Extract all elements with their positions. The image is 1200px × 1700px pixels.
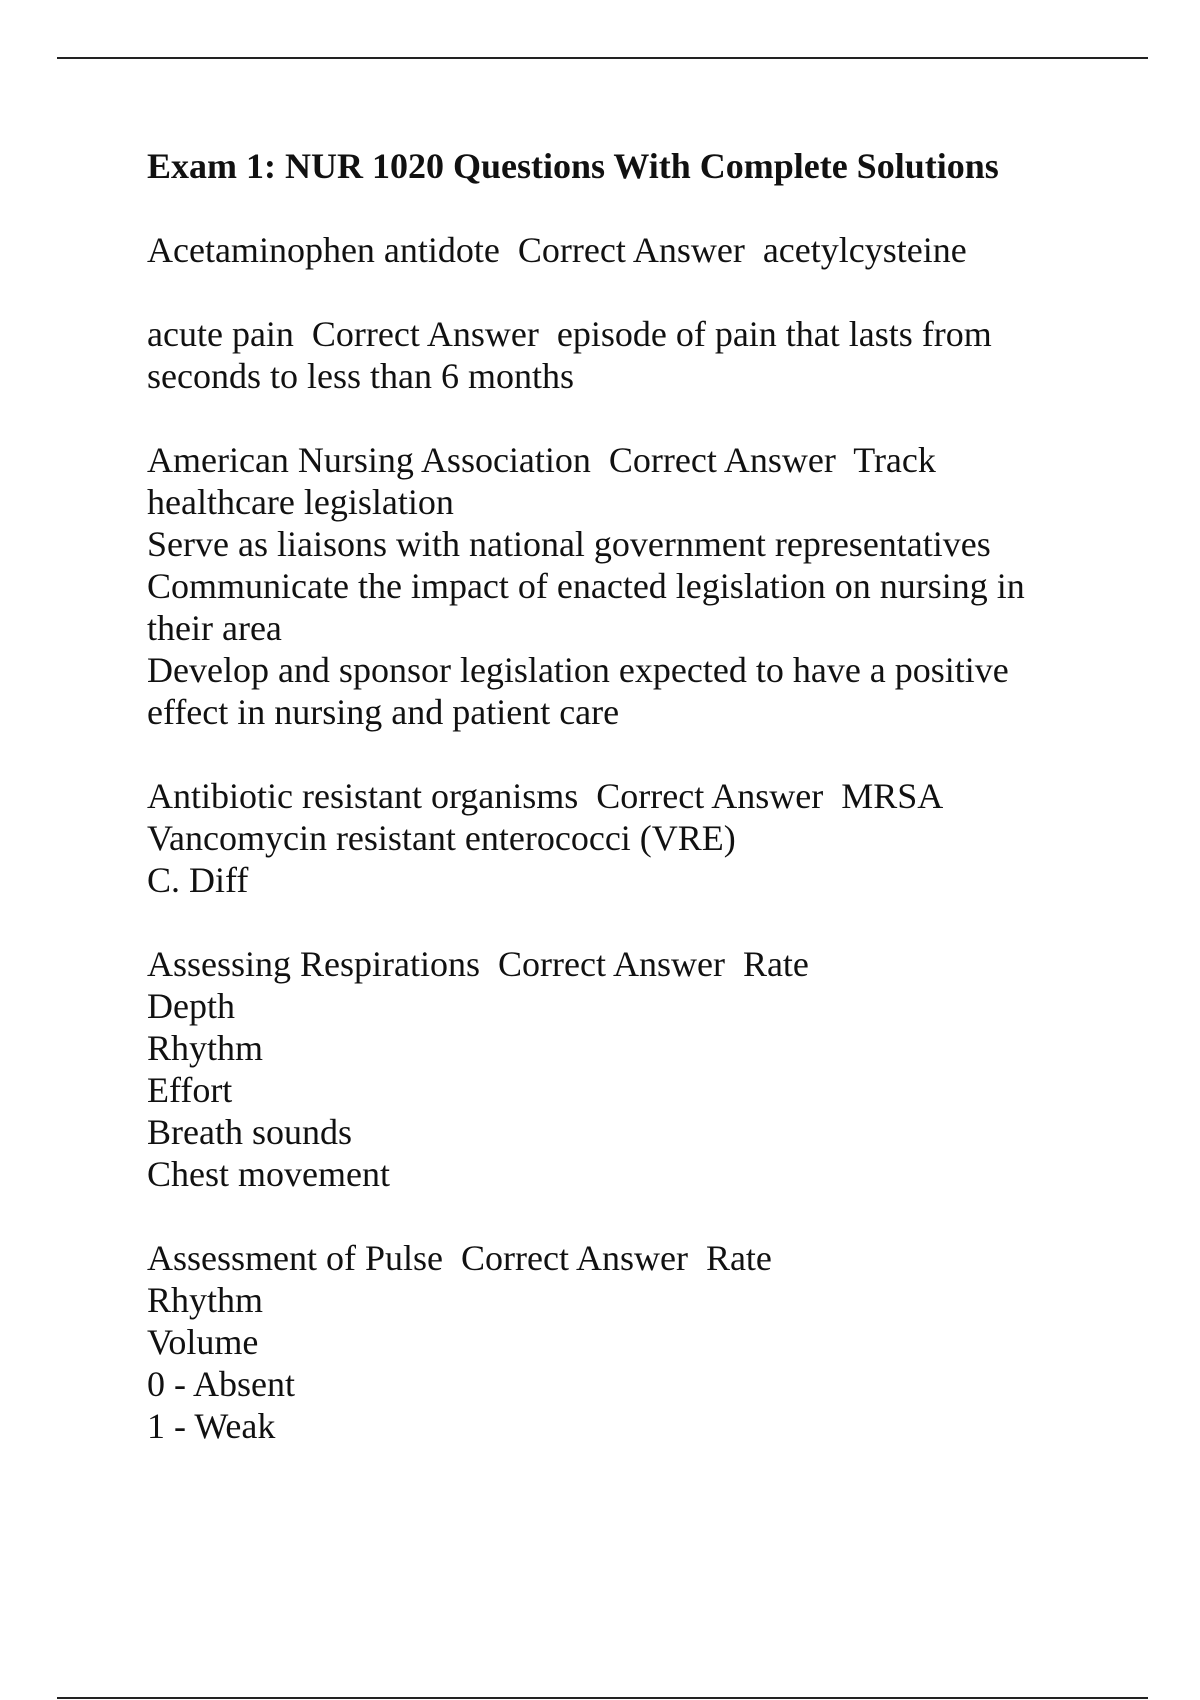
qa-entry <box>147 439 1052 733</box>
qa-first-line <box>147 229 1052 271</box>
qa-entry <box>147 943 1052 1195</box>
answer-line <box>147 1321 1052 1363</box>
answer-text: Rate <box>742 944 809 984</box>
qa-first-line <box>147 943 1052 985</box>
answer-text: C. Diff <box>147 860 249 900</box>
qa-entry <box>147 1237 1052 1447</box>
answer-line <box>147 649 1052 733</box>
footer-rule <box>57 1697 1148 1699</box>
answer-text: Volume <box>147 1322 259 1362</box>
spacer <box>823 776 841 816</box>
correct-answer-label: Correct Answer <box>517 230 745 270</box>
answer-text: Serve as liaisons with national government representatives <box>147 524 991 564</box>
correct-answer-label: Correct Answer <box>596 776 824 816</box>
answer-line <box>147 859 1052 901</box>
qa-first-line <box>147 313 1052 397</box>
document-body <box>147 145 1052 1489</box>
qa-entry <box>147 229 1052 271</box>
correct-answer-label: Correct Answer <box>461 1238 688 1278</box>
question-term: Assessing Respirations <box>147 944 480 984</box>
answer-text: Vancomycin resistant enterococci (VRE) <box>147 818 736 858</box>
answer-line <box>147 1069 1052 1111</box>
qa-first-line <box>147 1237 1052 1279</box>
spacer <box>480 944 498 984</box>
qa-first-line <box>147 775 1052 817</box>
answer-text: 0 - Absent <box>147 1364 295 1404</box>
question-term: Assessment of Pulse <box>147 1238 443 1278</box>
spacer <box>443 1238 461 1278</box>
answer-text: 1 - Weak <box>147 1406 276 1446</box>
correct-answer-label: Correct Answer <box>498 944 725 984</box>
answer-line <box>147 523 1052 565</box>
answer-line <box>147 1405 1052 1447</box>
correct-answer-label: Correct Answer <box>608 440 836 480</box>
qa-list <box>147 229 1052 1447</box>
qa-entry <box>147 775 1052 901</box>
spacer <box>725 944 743 984</box>
spacer <box>500 230 518 270</box>
spacer <box>578 776 596 816</box>
answer-text: MRSA <box>841 776 944 816</box>
answer-line <box>147 817 1052 859</box>
answer-text: Chest movement <box>147 1154 390 1194</box>
spacer <box>836 440 853 480</box>
answer-line <box>147 565 1052 649</box>
answer-text: Rhythm <box>147 1280 264 1320</box>
answer-text: episode of pain that lasts from seconds to less than 6 months <box>147 314 992 396</box>
answer-text: Develop and sponsor legislation expected to have a positive effect in nursing and patient care <box>147 650 1009 732</box>
spacer <box>745 230 763 270</box>
answer-text: Breath sounds <box>147 1112 352 1152</box>
answer-line <box>147 1279 1052 1321</box>
answer-line <box>147 1111 1052 1153</box>
correct-answer-label: Correct Answer <box>311 314 539 354</box>
answer-text: Effort <box>147 1070 233 1110</box>
answer-text: Communicate the impact of enacted legislation on nursing in their area <box>147 566 1025 648</box>
answer-text: Track healthcare legislation <box>147 440 936 522</box>
answer-text: acetylcysteine <box>762 230 967 270</box>
qa-first-line <box>147 439 1052 523</box>
answer-line <box>147 1153 1052 1195</box>
question-term: acute pain <box>147 314 294 354</box>
question-term: American Nursing Association <box>147 440 591 480</box>
question-term: Acetaminophen antidote <box>147 230 500 270</box>
answer-text: Rate <box>705 1238 772 1278</box>
answer-line <box>147 985 1052 1027</box>
answer-text: Depth <box>147 986 235 1026</box>
document-title: Exam 1: NUR 1020 Questions With Complete Solutions <box>147 146 999 186</box>
header-rule <box>57 57 1148 59</box>
answer-line <box>147 1363 1052 1405</box>
question-term: Antibiotic resistant organisms <box>147 776 579 816</box>
spacer <box>591 440 609 480</box>
spacer <box>688 1238 706 1278</box>
spacer <box>294 314 312 354</box>
answer-line <box>147 1027 1052 1069</box>
qa-entry <box>147 313 1052 397</box>
answer-text: Rhythm <box>147 1028 264 1068</box>
spacer <box>539 314 557 354</box>
